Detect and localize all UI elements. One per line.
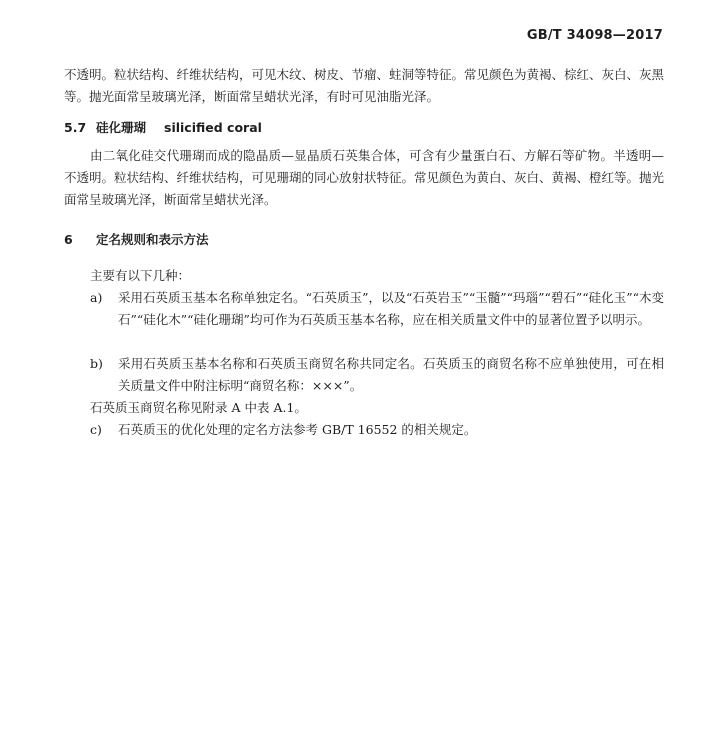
standard-code-header: GB/T 34098—2017 [526, 28, 663, 43]
list-item-b [90, 353, 664, 397]
section-5-7-body: 由二氧化硅交代珊瑚而成的隐晶质—显晶质石英集合体，可含有少量蛋白石、方解石等矿物。半透明—不透明。粒状结构、纤维状结构，可见珊瑚的同心放射状特征。常见颜色为黄白、灰白、黄褐、橙红等。抛光面常呈玻璃光泽，断面常呈蜡状光泽。 [64, 148, 665, 207]
section-6-heading [64, 230, 209, 248]
list-item-a [90, 287, 664, 331]
section-number: 5.7 [64, 120, 87, 135]
section-title-en: silicified coral [164, 120, 262, 135]
list-marker: a) [90, 290, 103, 305]
list-item-text: 石英质玉的优化处理的定名方法参考 GB/T 16552 的相关规定。 [118, 422, 477, 437]
section-number: 6 [64, 232, 73, 247]
list-item-c [90, 419, 664, 441]
section-title-cn: 硅化珊瑚 [96, 120, 147, 135]
list-marker: c) [90, 422, 102, 437]
list-item-text: 采用石英质玉基本名称单独定名。“石英质玉”，以及“石英岩玉”“玉髓”“玛瑙”“碧石”“硅化玉”“木变石”“硅化木”“硅化珊瑚”均可作为石英质玉基本名称，应在相关质量文件中的显著位置予以明示。 [118, 290, 664, 327]
trade-name-note: 石英质玉商贸名称见附录 A 中表 A.1。 [90, 400, 307, 415]
section-6-lead: 主要有以下几种： [90, 268, 191, 283]
list-marker: b) [90, 356, 103, 371]
section-title: 定名规则和表示方法 [96, 232, 209, 247]
section-5-7-heading [64, 118, 262, 136]
intro-paragraph: 不透明。粒状结构、纤维状结构，可见木纹、树皮、节瘤、蛀洞等特征。常见颜色为黄褐、棕红、灰白、灰黑等。抛光面常呈玻璃光泽，断面常呈蜡状光泽，有时可见油脂光泽。 [64, 67, 665, 104]
list-item-text: 采用石英质玉基本名称和石英质玉商贸名称共同定名。石英质玉的商贸名称不应单独使用，可在相关质量文件中附注标明“商贸名称：×××”。 [118, 356, 664, 393]
